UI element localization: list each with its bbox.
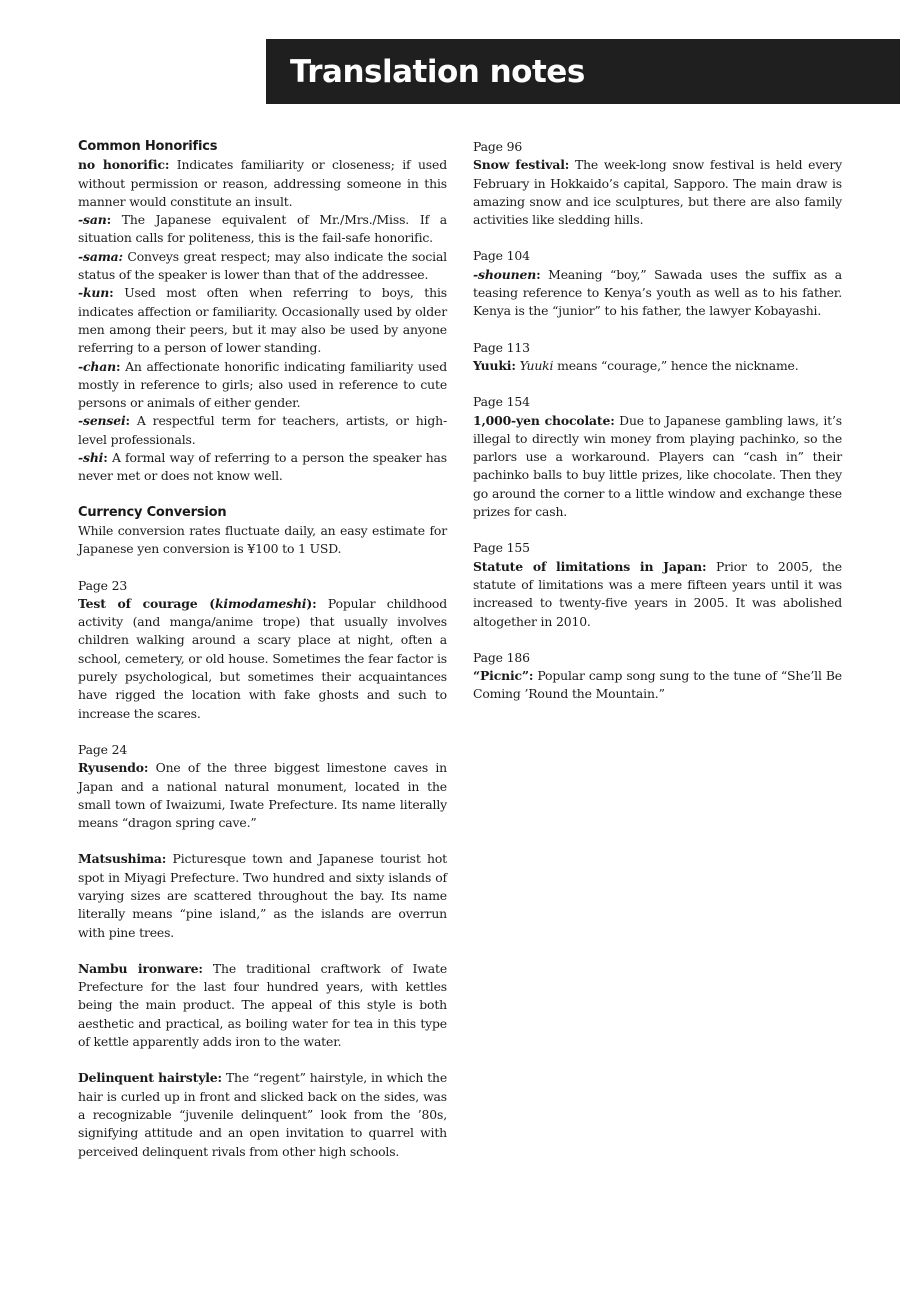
note-entry: -shounen: Meaning “boy,” Sawada uses the suffix as a teasing reference to Kenya’s youth as well as to his father. Kenya is the “junior” to his father, the lawyer Kobayashi.	[473, 266, 842, 319]
currency-text: While conversion rates fluctuate daily, an easy estimate for Japanese yen conversion is ¥100 to 1 USD.	[78, 522, 447, 557]
page-reference: Page 96	[473, 139, 523, 154]
page-186-section	[473, 649, 842, 704]
note-entry: -sama: Conveys great respect; may also indicate the social status of the speaker is lower than that of the addressee.	[78, 248, 447, 283]
page-reference: Page 104	[473, 248, 530, 264]
note-entry: 1,000-yen chocolate: Due to Japanese gambling laws, it’s illegal to directly win money from playing pachinko, so the parlors use a workaround. Players can “cash in” their pachinko balls to buy little prizes, like chocolate. Then they go around the corner to a little window and exchange these prizes for cash.	[473, 412, 842, 520]
page-reference: Page 113	[473, 339, 530, 355]
note-entry: no honorific: Indicates familiarity or closeness; if used without permission or reason, addressing someone in this manner would constitute an insult.	[78, 157, 447, 209]
page-reference: Page 155	[473, 540, 530, 556]
right-column	[473, 138, 842, 722]
note-entry: Ryusendo: One of the three biggest limestone caves in Japan and a national natural monument, located in the small town of Iwaizumi, Iwate Prefecture. Its name literally means “dragon spring cave.”	[78, 760, 447, 831]
page-154-section	[473, 393, 842, 521]
page-23-section	[78, 577, 447, 723]
page-title: Translation notes	[290, 53, 585, 90]
note-entry: Matsushima: Picturesque town and Japanese tourist hot spot in Miyagi Prefecture. Two hundred and sixty islands of varying sizes are scattered throughout the bay. Its name literally means “pine island,” as the islands are overrun with pine trees.	[78, 851, 447, 940]
page-reference: Page 186	[473, 649, 530, 665]
title-banner	[266, 39, 900, 104]
note-entry: -chan: An affectionate honorific indicating familiarity used mostly in reference to girls; also used in reference to cute persons or animals of either gender.	[78, 358, 447, 411]
note-entry: Yuuki: Yuuki means “courage,” hence the nickname.	[473, 357, 799, 373]
page-reference: Page 24	[78, 741, 128, 757]
note-entry: -kun: Used most often when referring to boys, this indicates affection or familiarity. Occasionally used by older men among their peers, but it may also be used by anyone referring to a person of lower standing.	[78, 285, 447, 356]
note-entry: Snow festival: The week-long snow festival is held every February in Hokkaido’s capital, Sapporo. The main draw is amazing snow and ice sculptures, but there are also family activities like sledding hills.	[473, 157, 842, 228]
page-113-section	[473, 339, 842, 376]
left-column	[78, 138, 447, 1179]
note-entry: -shi: A formal way of referring to a person the speaker has never met or does not know well.	[78, 450, 447, 484]
page-reference: Page 154	[473, 394, 530, 410]
currency-section	[78, 504, 447, 559]
honorifics-heading: Common Honorifics	[78, 139, 218, 154]
honorifics-section	[78, 138, 447, 486]
note-entry: Test of courage (kimodameshi): Popular childhood activity (and manga/anime trope) that usually involves children walking around a scary place at night, often a school, cemetery, or old house. Sometimes the fear factor is purely psychological, but sometimes their acquaintances have rigged the location with fake ghosts and such to increase the scares.	[78, 595, 447, 721]
page-104-section	[473, 247, 842, 320]
note-entry: “Picnic”: Popular camp song sung to the tune of “She’ll Be Coming ’Round the Mountain.”	[473, 668, 842, 702]
note-entry: Statute of limitations in Japan: Prior to 2005, the statute of limitations was a mere fifteen years until it was increased to twenty-five years in 2005. It was abolished altogether in 2010.	[473, 558, 842, 629]
note-entry: -san: The Japanese equivalent of Mr./Mrs./Miss. If a situation calls for politeness, this is the fail-safe honorific.	[78, 212, 447, 246]
note-entry: Delinquent hairstyle: The “regent” hairstyle, in which the hair is curled up in front and slicked back on the sides, was a recognizable “juvenile delinquent” look from the ’80s, signifying attitude and an open invitation to quarrel with perceived delinquent rivals from other high schools.	[78, 1070, 448, 1159]
page-155-section	[473, 539, 842, 630]
currency-heading: Currency Conversion	[78, 504, 227, 520]
page-96-section	[473, 138, 842, 229]
page-reference: Page 23	[78, 577, 128, 593]
note-entry: -sensei: A respectful term for teachers, artists, or high-level professionals.	[78, 413, 447, 447]
note-entry: Nambu ironware: The traditional craftwork of Iwate Prefecture for the last four hundred years, with kettles being the main product. The appeal of this style is both aesthetic and practical, as boiling water for tea in this type of kettle apparently adds iron to the water.	[78, 960, 448, 1050]
page-24-section	[78, 741, 447, 1161]
